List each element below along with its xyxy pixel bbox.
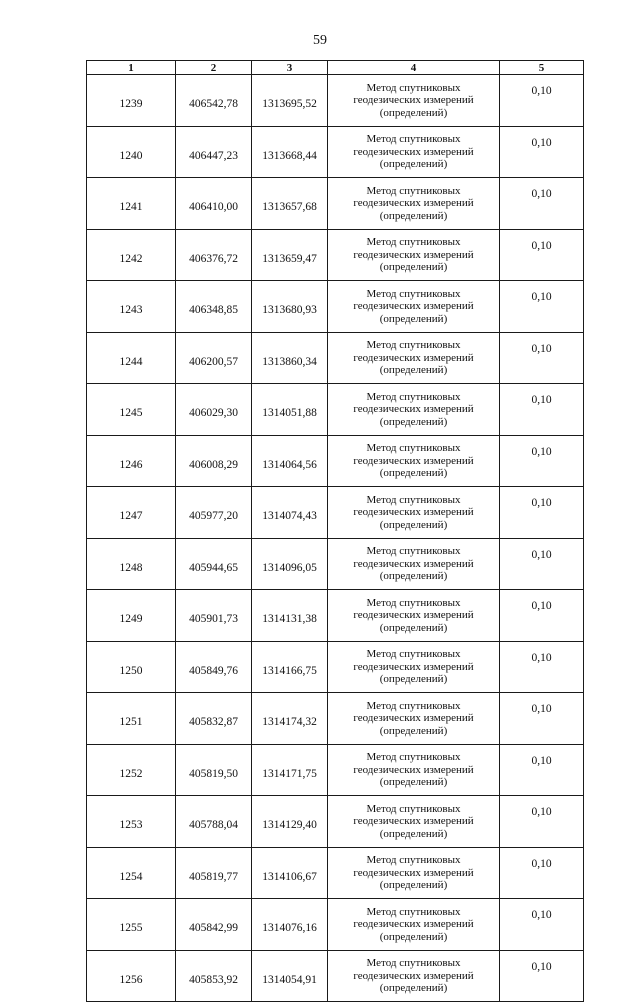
method-line: Метод спутниковых [366, 133, 461, 145]
point-number: 1247 [87, 487, 176, 539]
method-line: геодезических измерений [353, 557, 474, 570]
method-line: (определений) [379, 415, 448, 428]
error-value: 0,10 [500, 641, 584, 693]
point-number: 1244 [87, 332, 176, 384]
point-number: 1256 [87, 950, 176, 1002]
method-cell [328, 332, 500, 384]
error-value: 0,10 [500, 281, 584, 333]
table-header-row [87, 61, 584, 75]
method-line: геодезических измерений [353, 712, 474, 724]
method-line: Метод спутниковых [366, 493, 461, 506]
method-line: геодезических измерений [353, 763, 474, 776]
coordinate-y: 1313668,44 [252, 126, 328, 178]
coordinate-x: 406348,85 [176, 281, 252, 333]
method-line: Метод спутниковых [366, 648, 461, 660]
table-row [87, 950, 584, 1002]
method-line: геодезических измерений [353, 403, 474, 415]
method-line: Метод спутниковых [366, 545, 461, 557]
method-line: геодезических измерений [353, 506, 474, 518]
error-value: 0,10 [500, 950, 584, 1002]
method-cell [328, 75, 500, 127]
table-row [87, 75, 584, 127]
method-cell [328, 435, 500, 487]
error-value: 0,10 [500, 899, 584, 951]
method-line: геодезических измерений [353, 815, 474, 827]
method-line: (определений) [379, 209, 448, 222]
method-line: геодезических измерений [353, 454, 474, 467]
coordinate-x: 405842,99 [176, 899, 252, 951]
coordinate-x: 405944,65 [176, 538, 252, 590]
method-cell [328, 178, 500, 230]
column-header-5: 5 [500, 61, 584, 75]
point-number: 1253 [87, 796, 176, 848]
error-value: 0,10 [500, 332, 584, 384]
table-row [87, 178, 584, 230]
page-number: 59 [313, 33, 327, 48]
method-line: (определений) [379, 312, 448, 325]
method-line: геодезических измерений [353, 94, 474, 106]
method-line: (определений) [379, 158, 448, 170]
method-line: Метод спутниковых [366, 442, 461, 454]
point-number: 1240 [87, 126, 176, 178]
point-number: 1239 [87, 75, 176, 127]
method-line: Метод спутниковых [366, 287, 461, 300]
coordinate-x: 405819,50 [176, 744, 252, 796]
method-cell [328, 126, 500, 178]
method-line: геодезических измерений [353, 197, 474, 209]
method-cell [328, 641, 500, 693]
coordinate-y: 1314129,40 [252, 796, 328, 848]
coordinate-y: 1314131,38 [252, 590, 328, 642]
coordinate-y: 1314064,56 [252, 435, 328, 487]
coordinate-y: 1314051,88 [252, 384, 328, 436]
method-line: Метод спутниковых [366, 957, 461, 969]
table-row [87, 590, 584, 642]
method-cell [328, 538, 500, 590]
point-number: 1251 [87, 693, 176, 745]
method-line: (определений) [379, 364, 448, 376]
table-row [87, 693, 584, 745]
point-number: 1249 [87, 590, 176, 642]
coordinate-x: 405901,73 [176, 590, 252, 642]
method-line: (определений) [379, 724, 448, 737]
method-line: геодезических измерений [353, 918, 474, 930]
method-line: (определений) [379, 570, 448, 582]
coordinate-y: 1314096,05 [252, 538, 328, 590]
method-line: геодезических измерений [353, 351, 474, 364]
error-value: 0,10 [500, 75, 584, 127]
error-value: 0,10 [500, 538, 584, 590]
table-row [87, 538, 584, 590]
coordinate-x: 406410,00 [176, 178, 252, 230]
method-line: геодезических измерений [353, 969, 474, 982]
method-line: геодезических измерений [353, 248, 474, 261]
coordinate-y: 1313680,93 [252, 281, 328, 333]
method-cell [328, 950, 500, 1002]
method-line: Метод спутниковых [366, 184, 461, 197]
method-line: (определений) [379, 518, 448, 531]
method-cell [328, 796, 500, 848]
coordinate-x: 405849,76 [176, 641, 252, 693]
table-row [87, 487, 584, 539]
coordinate-x: 405832,87 [176, 693, 252, 745]
table-row [87, 641, 584, 693]
coordinate-x: 406008,29 [176, 435, 252, 487]
error-value: 0,10 [500, 384, 584, 436]
table-row [87, 847, 584, 899]
coordinate-x: 405819,77 [176, 847, 252, 899]
coordinate-x: 406542,78 [176, 75, 252, 127]
table-body [87, 75, 584, 1002]
table-row [87, 899, 584, 951]
method-line: Метод спутниковых [366, 802, 461, 815]
method-line: геодезических измерений [353, 660, 474, 673]
error-value: 0,10 [500, 590, 584, 642]
method-line: (определений) [379, 106, 448, 119]
method-cell [328, 693, 500, 745]
error-value: 0,10 [500, 744, 584, 796]
point-number: 1248 [87, 538, 176, 590]
point-number: 1252 [87, 744, 176, 796]
method-line: Метод спутниковых [366, 81, 461, 94]
method-line: Метод спутниковых [366, 596, 461, 609]
method-cell [328, 384, 500, 436]
method-line: Метод спутниковых [366, 751, 461, 763]
coordinate-y: 1314174,32 [252, 693, 328, 745]
coordinate-x: 405788,04 [176, 796, 252, 848]
table-row [87, 384, 584, 436]
error-value: 0,10 [500, 796, 584, 848]
point-number: 1243 [87, 281, 176, 333]
method-line: (определений) [379, 982, 448, 994]
method-line: (определений) [379, 827, 448, 840]
method-line: (определений) [379, 673, 448, 685]
point-number: 1255 [87, 899, 176, 951]
error-value: 0,10 [500, 229, 584, 281]
error-value: 0,10 [500, 435, 584, 487]
method-cell [328, 744, 500, 796]
table-row [87, 796, 584, 848]
table-row [87, 435, 584, 487]
coordinate-x: 406029,30 [176, 384, 252, 436]
coordinate-x: 406376,72 [176, 229, 252, 281]
method-cell [328, 847, 500, 899]
coordinate-y: 1314106,67 [252, 847, 328, 899]
table-row [87, 229, 584, 281]
method-line: (определений) [379, 261, 448, 273]
coordinate-y: 1314076,16 [252, 899, 328, 951]
method-line: геодезических измерений [353, 866, 474, 879]
coordinate-y: 1313657,68 [252, 178, 328, 230]
method-cell [328, 229, 500, 281]
column-header-4: 4 [328, 61, 500, 75]
coordinate-y: 1313659,47 [252, 229, 328, 281]
coordinate-x: 405853,92 [176, 950, 252, 1002]
method-line: (определений) [379, 776, 448, 788]
method-line: (определений) [379, 879, 448, 891]
point-number: 1254 [87, 847, 176, 899]
method-line: геодезических измерений [353, 145, 474, 158]
column-header-3: 3 [252, 61, 328, 75]
coordinate-y: 1313860,34 [252, 332, 328, 384]
table-row [87, 332, 584, 384]
column-header-2: 2 [176, 61, 252, 75]
coordinate-y: 1314171,75 [252, 744, 328, 796]
error-value: 0,10 [500, 178, 584, 230]
method-line: геодезических измерений [353, 609, 474, 621]
coordinates-table [86, 60, 584, 1002]
method-cell [328, 281, 500, 333]
method-line: Метод спутниковых [366, 905, 461, 918]
table-row [87, 281, 584, 333]
coordinate-y: 1314166,75 [252, 641, 328, 693]
method-line: (определений) [379, 930, 448, 943]
method-cell [328, 590, 500, 642]
coordinate-x: 406447,23 [176, 126, 252, 178]
table-row [87, 744, 584, 796]
method-line: Метод спутниковых [366, 699, 461, 712]
method-line: Метод спутниковых [366, 854, 461, 866]
coordinate-y: 1314054,91 [252, 950, 328, 1002]
method-cell [328, 899, 500, 951]
coordinate-y: 1313695,52 [252, 75, 328, 127]
error-value: 0,10 [500, 126, 584, 178]
error-value: 0,10 [500, 487, 584, 539]
coordinate-x: 406200,57 [176, 332, 252, 384]
point-number: 1250 [87, 641, 176, 693]
method-line: (определений) [379, 621, 448, 634]
coordinate-y: 1314074,43 [252, 487, 328, 539]
coordinate-x: 405977,20 [176, 487, 252, 539]
error-value: 0,10 [500, 847, 584, 899]
method-cell [328, 487, 500, 539]
column-header-1: 1 [87, 61, 176, 75]
method-line: геодезических измерений [353, 300, 474, 312]
point-number: 1245 [87, 384, 176, 436]
point-number: 1242 [87, 229, 176, 281]
table-row [87, 126, 584, 178]
point-number: 1246 [87, 435, 176, 487]
method-line: Метод спутниковых [366, 339, 461, 351]
method-line: (определений) [379, 467, 448, 479]
method-line: Метод спутниковых [366, 236, 461, 248]
point-number: 1241 [87, 178, 176, 230]
error-value: 0,10 [500, 693, 584, 745]
method-line: Метод спутниковых [366, 390, 461, 403]
